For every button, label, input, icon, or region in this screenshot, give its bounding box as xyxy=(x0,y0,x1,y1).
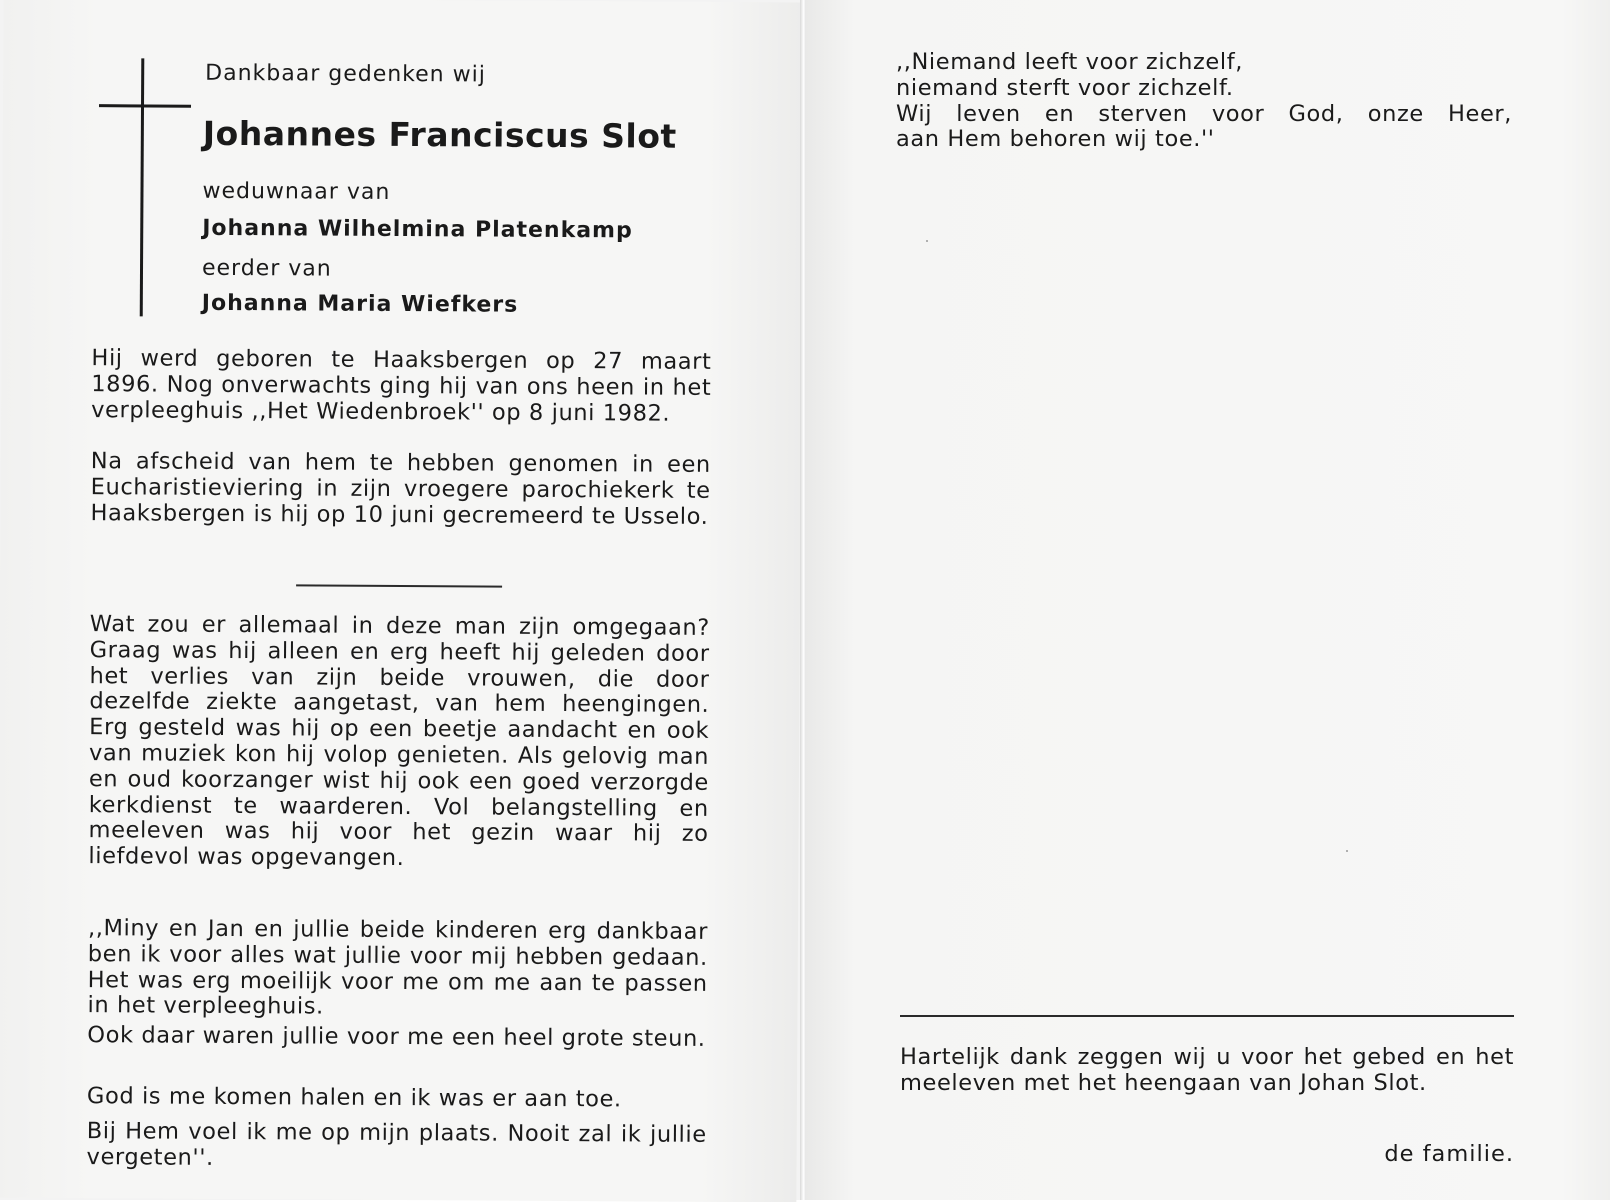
widower-label: weduwnaar van xyxy=(202,178,391,205)
right-page xyxy=(806,0,1610,1200)
first-wife-name: Johanna Maria Wiefkers xyxy=(201,290,519,318)
wife-name: Johanna Wilhelmina Platenkamp xyxy=(202,215,633,244)
left-page xyxy=(0,0,804,1202)
thanks-paragraph: Hartelijk dank zeggen wij u voor het gebed en het meeleven met het heengaan van Johan Slot. xyxy=(900,1044,1514,1096)
verse-line: ,,Niemand leeft voor zichzelf, xyxy=(896,49,1243,75)
personal-message-paragraph: God is me komen halen en ik was er aan toe. xyxy=(86,1083,622,1113)
section-divider xyxy=(296,584,502,587)
personal-message-paragraph: Bij Hem voel ik me op mijn plaats. Nooit zal ik jullie vergeten''. xyxy=(86,1118,707,1171)
section-divider xyxy=(900,1015,1514,1017)
personal-message-paragraph: ,,Miny en Jan en jullie beide kinderen erg dankbaar ben ik voor alles wat jullie voor mij hebben gedaan. Het was erg moeilijk voor me om me aan te passen in het verpleeghuis. xyxy=(87,915,709,1020)
deceased-name: Johannes Franciscus Slot xyxy=(202,113,677,156)
signoff-text: de familie. xyxy=(1384,1141,1514,1167)
verse-line: aan Hem behoren wij toe.'' xyxy=(896,126,1215,153)
cross-icon xyxy=(98,58,192,317)
verse-line: Wij leven en sterven voor God, onze Heer, xyxy=(896,100,1512,127)
tribute-paragraph: Wat zou er allemaal in deze man zijn omgegaan? Graag was hij alleen en erg heeft hij geleden door het verlies van zijn beide vrouwen, die door dezelfde ziekte aangetast, van hem heengingen. Erg gesteld was hij op een beetje aandacht en ook van muziek kon hij volop genieten. Als gelovig man en oud koorzanger wist hij ook een goed verzorgde kerkdienst te waarderen. Vol belangstelling en meeleven was hij voor het gezin waar hij zo liefdevol was opgevangen. xyxy=(88,611,710,872)
verse-line: niemand sterft voor zichzelf. xyxy=(896,74,1234,101)
intro-text: Dankbaar gedenken wij xyxy=(205,60,486,88)
paper-speck xyxy=(1346,850,1348,852)
personal-message-paragraph: Ook daar waren jullie voor me een heel grote steun. xyxy=(87,1022,706,1052)
paper-speck xyxy=(926,240,928,242)
earlier-label: eerder van xyxy=(201,255,332,282)
farewell-paragraph: Na afscheid van hem te hebben genomen in een Eucharistieviering in zijn vroegere parochiekerk te Haaksbergen is hij op 10 juni gecremeerd te Usselo. xyxy=(90,448,711,530)
biography-paragraph: Hij werd geboren te Haaksbergen op 27 maart 1896. Nog onverwachts ging hij van ons heen in het verpleeghuis ,,Het Wiedenbroek'' op 8 juni 1982. xyxy=(91,345,712,427)
bible-verse xyxy=(896,50,1512,153)
